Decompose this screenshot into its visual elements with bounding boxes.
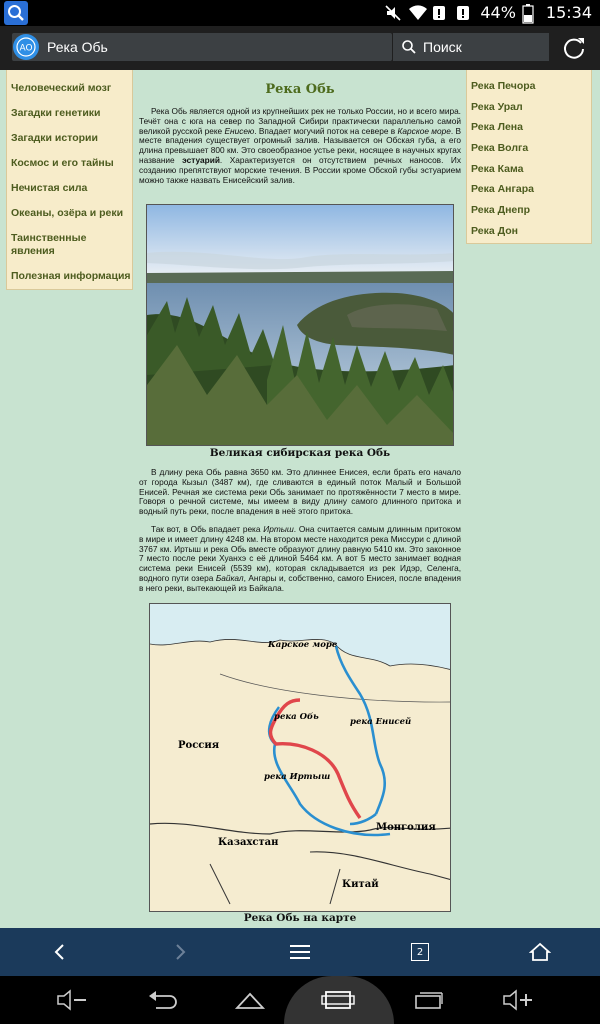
volume-down-button[interactable] <box>54 984 90 1016</box>
browser-address-bar <box>0 26 600 70</box>
volume-up-button[interactable] <box>500 984 536 1016</box>
article <box>138 70 462 185</box>
map-label-yenisei: река Енисей <box>350 717 412 727</box>
left-nav-link[interactable]: Нечистая сила <box>11 182 88 194</box>
back-system-button[interactable] <box>144 984 180 1016</box>
volume-up-icon <box>500 988 536 1012</box>
back-arrow-icon <box>146 988 178 1012</box>
browser-logo-icon[interactable] <box>13 34 39 60</box>
system-navigation-bar <box>0 976 600 1024</box>
river-photo <box>146 204 454 446</box>
map-caption: Река Обь на карте <box>243 912 357 924</box>
screenshot-button[interactable] <box>410 984 446 1016</box>
url-field[interactable] <box>12 33 392 61</box>
map-label-mongolia: Монголия <box>376 822 436 833</box>
battery-percent: 44% <box>480 3 516 22</box>
ob-river-map <box>149 603 451 912</box>
recent-apps-button[interactable] <box>320 984 356 1016</box>
right-nav-link[interactable]: Река Лена <box>471 121 523 134</box>
menu-icon <box>289 942 311 962</box>
tab-count: 2 <box>416 946 424 958</box>
tabs-icon <box>411 943 429 961</box>
article-title: Река Обь <box>265 82 335 97</box>
chevron-left-icon <box>50 942 70 962</box>
article-paragraph: Так вот, в Обь впадает река Иртыш. Она считается самым длинным притоком в мире и имеет длину 4248 км. На втором месте находится река Миссури с длиной 3767 км. Иртыш и река Обь вместе образуют длину равную 5410 км. Это законное 7 место после реки Хуанхэ с её длиной 5464 км. А вот 5 место занимает водная система реки Енисей (5539 км), которая складывается из рек Идэр, Селенга, водного пути озера Байкал, Ангары и, собственно, самого Енисея, после впадения в него реки, вытекающей из Байкала. <box>139 524 462 593</box>
search-button[interactable] <box>393 33 549 61</box>
status-bar <box>0 0 600 26</box>
notification-icon-2 <box>456 4 474 22</box>
battery-icon <box>522 4 540 22</box>
right-nav-link[interactable]: Река Дон <box>471 224 518 237</box>
tabs-button[interactable] <box>404 936 436 968</box>
clock: 15:34 <box>545 3 592 22</box>
web-page <box>0 70 600 928</box>
right-nav-link[interactable]: Река Днепр <box>471 204 531 217</box>
right-nav-link[interactable]: Река Кама <box>471 162 524 175</box>
search-icon <box>401 39 417 55</box>
map-label-kazakhstan: Казахстан <box>218 837 279 848</box>
photo-caption: Великая сибирская река Обь <box>209 447 391 459</box>
left-nav-link[interactable]: Океаны, озёра и реки <box>11 207 124 219</box>
search-label: Поиск <box>423 39 462 55</box>
left-nav-link[interactable]: Космос и его тайны <box>11 157 114 169</box>
back-button[interactable] <box>44 936 76 968</box>
home-icon <box>234 988 266 1012</box>
map-label-sea: Карское море <box>268 640 338 650</box>
right-nav-link[interactable]: Река Волга <box>471 142 529 155</box>
home-system-button[interactable] <box>232 984 268 1016</box>
volume-down-icon <box>54 988 90 1012</box>
home-button[interactable] <box>524 936 556 968</box>
menu-button[interactable] <box>284 936 316 968</box>
map-label-irtysh: река Иртыш <box>264 772 331 782</box>
left-nav-link[interactable]: Полезная информация <box>11 270 131 282</box>
right-sidebar <box>466 70 592 244</box>
left-nav-link[interactable]: Загадки истории <box>11 132 98 144</box>
map-label-china: Китай <box>342 879 379 890</box>
home-icon <box>529 942 551 962</box>
reload-button[interactable] <box>560 34 588 62</box>
screenshot-icon <box>412 988 444 1012</box>
left-sidebar <box>6 70 133 290</box>
left-nav-link[interactable]: Таинственные явления <box>11 232 87 257</box>
article-paragraph: Река Обь является одной из крупнейших рек не только России, но и всего мира. Течёт она с юга на север по Западной Сибири практически параллельно самой великой русской реке Енисею. Впадает могучий поток на севере в Карское море. В месте впадения существует огромный залив. Называется он Обская губа, а его длина превышает 800 км. Это своеобразное устье реки, носящее в научных кругах название эстуарий. Характеризуется он отсутствием речных наносов. Их созданию препятствуют морские течения. В России кроме Обской губы эстуарием можно также назвать Енисейский залив. <box>139 106 461 185</box>
browser-toolbar <box>0 928 600 976</box>
forward-button[interactable] <box>164 936 196 968</box>
recent-apps-icon <box>320 988 356 1012</box>
right-nav-link[interactable]: Река Урал <box>471 100 523 113</box>
notification-icon <box>432 4 450 22</box>
right-nav-link[interactable]: Река Ангара <box>471 183 534 196</box>
left-nav-link[interactable]: Загадки генетики <box>11 107 101 119</box>
search-app-icon[interactable] <box>4 1 28 25</box>
mute-icon <box>384 4 402 22</box>
map-label-ob: река Обь <box>274 712 319 722</box>
page-title-field[interactable]: Река Обь <box>47 39 108 55</box>
right-nav-link[interactable]: Река Печора <box>471 80 536 92</box>
wifi-icon <box>408 4 426 22</box>
article-paragraph: В длину река Обь равна 3650 км. Это длиннее Енисея, если брать его начало от города Кызыл (3487 км), где сливаются в единый поток Малый и Большой Енисей. Речная же система реки Обь занимает по протяжённости 7 место в мире. Говоря о речной системе, мы имеем в виду длину самого длинного притока и водный путь реки, после впадения в неё этого притока. <box>139 467 461 517</box>
svg-text:AO: AO <box>19 43 33 54</box>
map-label-russia: Россия <box>178 740 220 751</box>
reload-icon <box>560 34 588 62</box>
chevron-right-icon <box>170 942 190 962</box>
left-nav-link[interactable]: Человеческий мозг <box>11 82 112 94</box>
